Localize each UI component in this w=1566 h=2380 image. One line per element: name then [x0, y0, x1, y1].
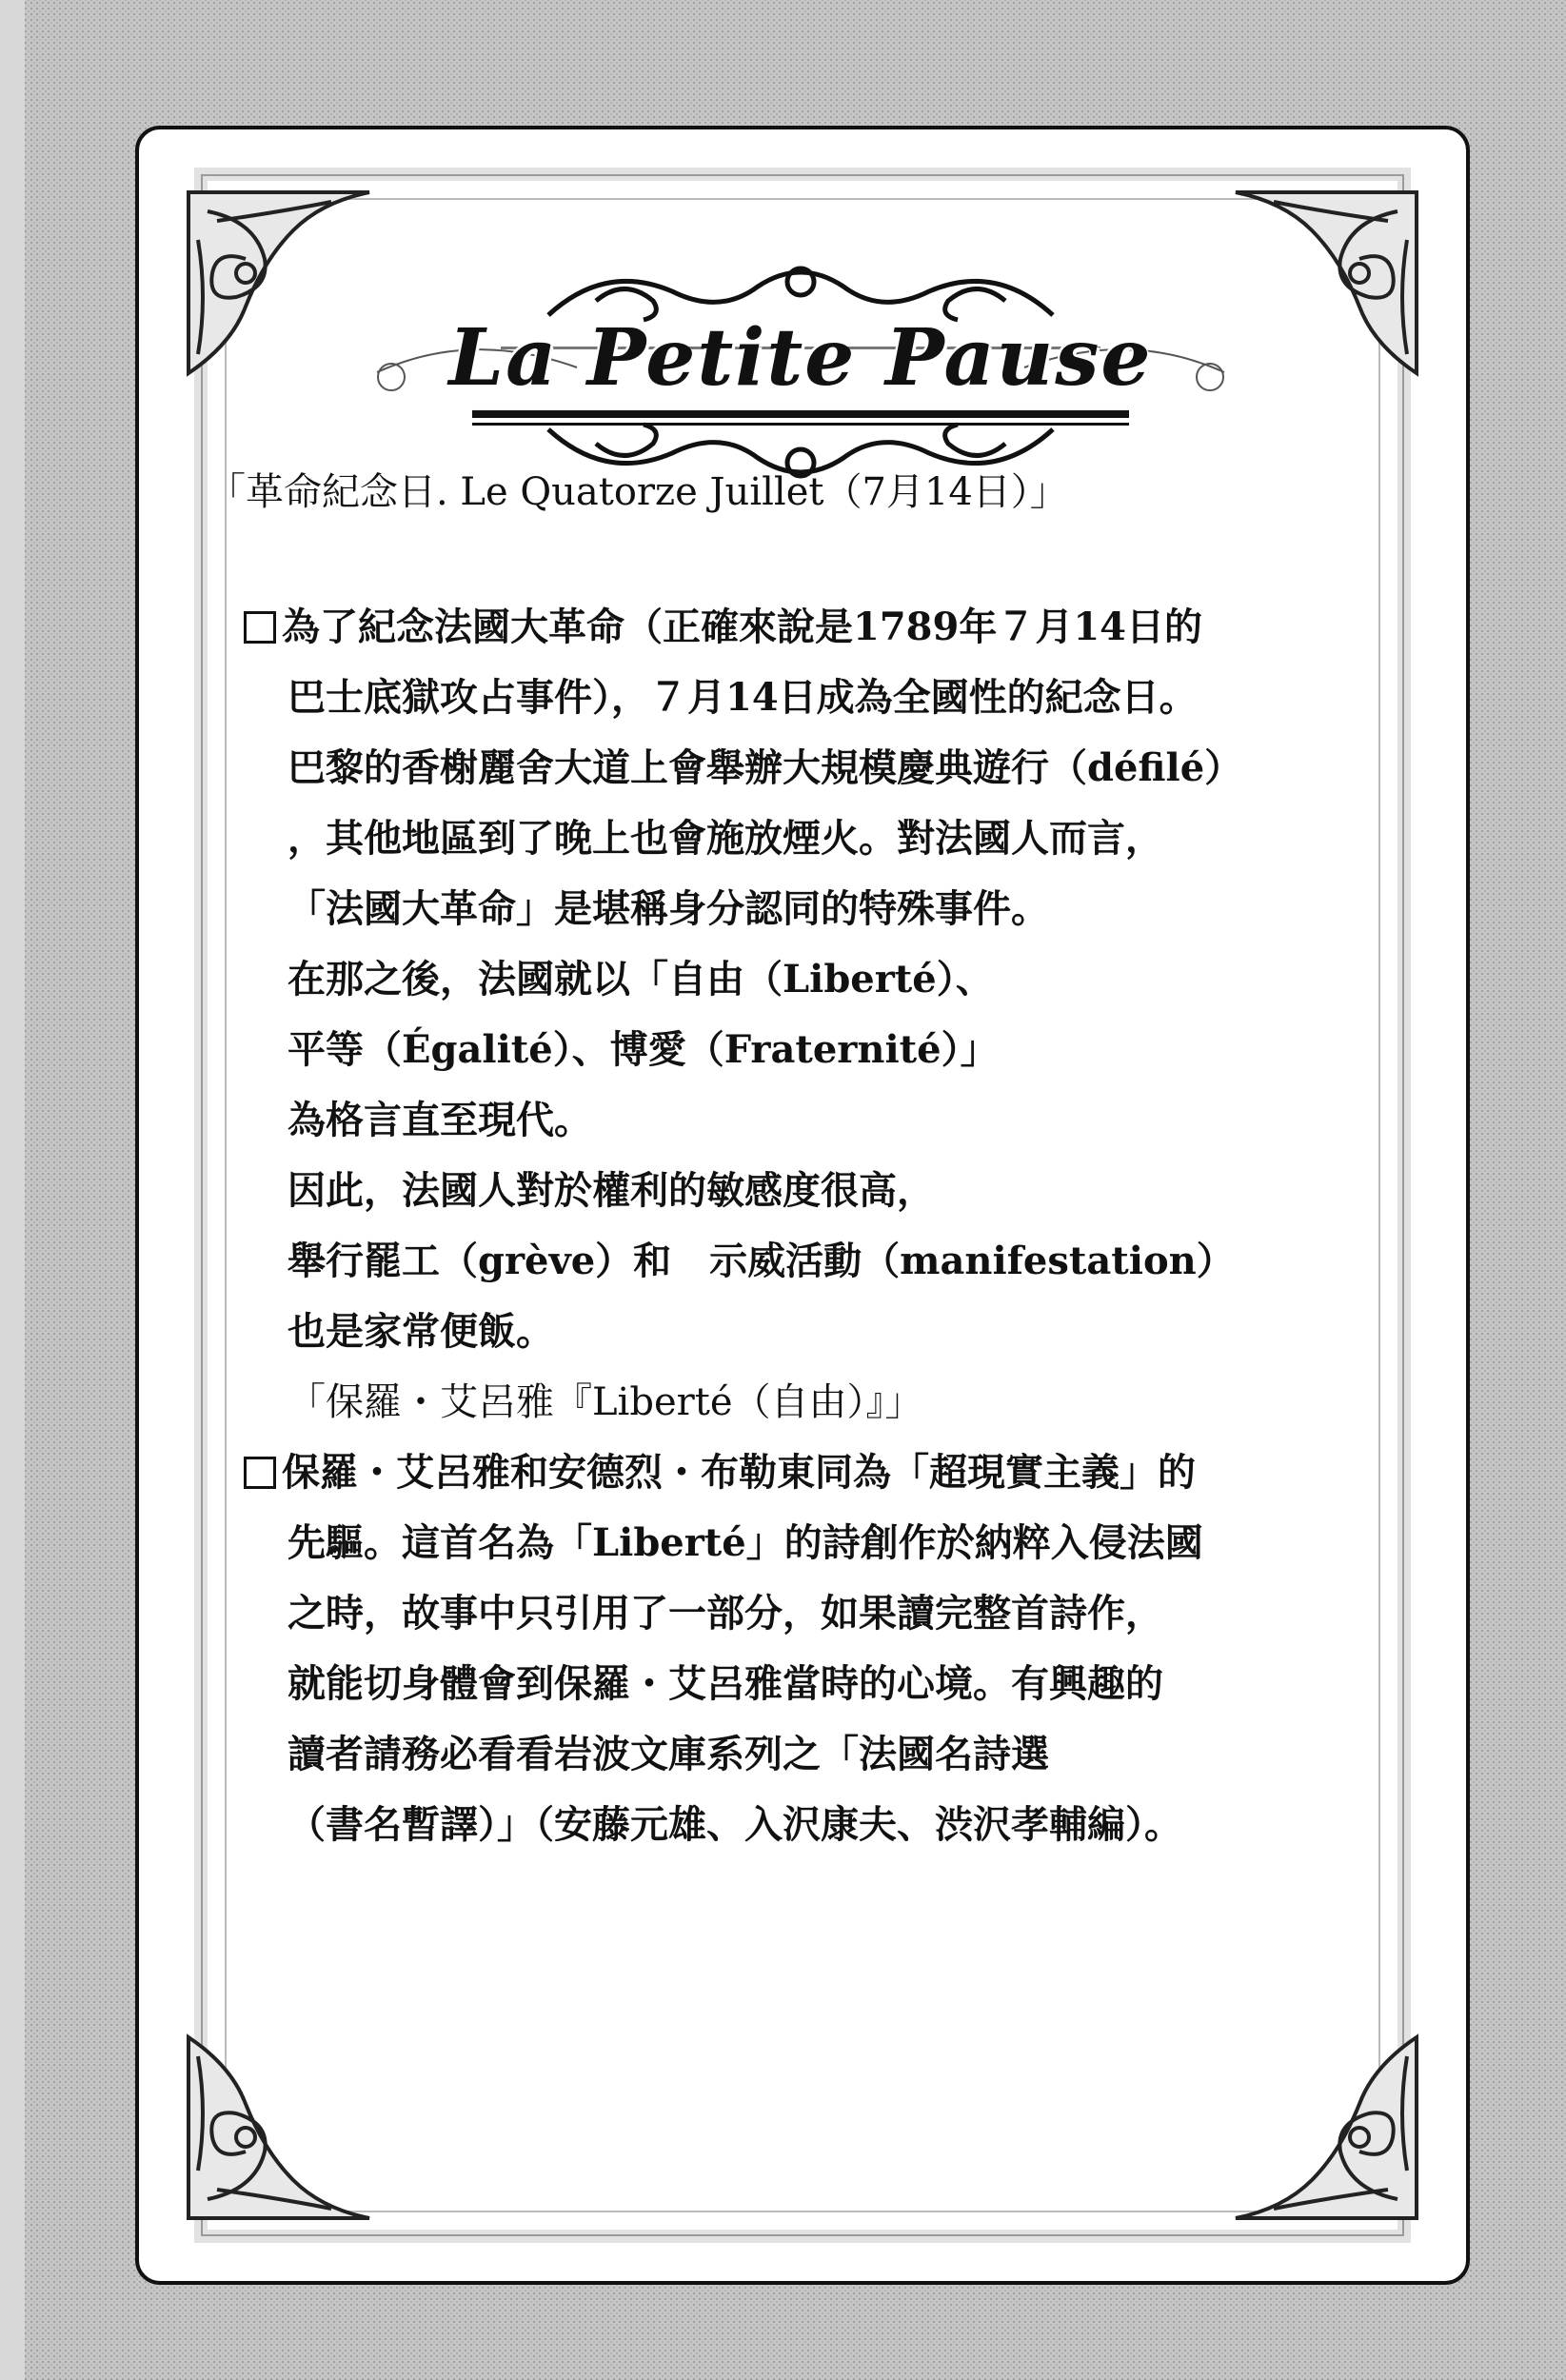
corner-ornament-top-left — [179, 183, 379, 383]
checkbox-icon — [244, 611, 276, 644]
paragraph-line: 巴黎的香榭麗舍大道上會舉辦大規模慶典遊行（défilé） — [287, 745, 1243, 790]
paragraph-line — [244, 592, 1295, 663]
paragraph-line: 在那之後，法國就以「自由（Liberté）、 — [287, 957, 994, 1002]
paragraph-line: 舉行罷工（grève）和 示威活動（manifestation） — [287, 1239, 1235, 1283]
line-text: 為了紀念法國大革命（正確來說是1789年７月14日的 — [282, 605, 1202, 649]
checkbox-icon — [244, 1457, 276, 1489]
paragraph-eluard — [95, 1438, 1295, 1860]
paragraph-line — [244, 1438, 1295, 1508]
corner-ornament-top-right — [1226, 183, 1426, 383]
paragraph-line: （書名暫譯）」（安藤元雄、入沢康夫、渋沢孝輔編）。 — [287, 1802, 1182, 1847]
corner-ornament-bottom-right — [1226, 2028, 1426, 2228]
banner-title: La Petite Pause — [448, 312, 1153, 404]
paragraph-line: 讀者請務必看看岩波文庫系列之「法國名詩選 — [287, 1732, 1049, 1776]
article-content — [95, 457, 1295, 1860]
line-text: 保羅・艾呂雅和安德烈・布勒東同為「超現實主義」的 — [282, 1450, 1196, 1495]
paragraph-line: 因此，法國人對於權利的敏感度很高， — [287, 1168, 935, 1213]
paragraph-bastille-day — [95, 592, 1295, 1367]
section-heading-bastille-day: 「革命紀念日. Le Quatorze Juillet（7月14日）」 — [208, 470, 1068, 514]
paragraph-line: 先驅。這首名為「Liberté」的詩創作於納粹入侵法國 — [287, 1520, 1203, 1565]
paragraph-line: 平等（Égalité）、博愛（Fraternité）」 — [287, 1027, 999, 1072]
corner-ornament-bottom-left — [179, 2028, 379, 2228]
section-heading-liberte: 「保羅・艾呂雅『Liberté（自由）』」 — [287, 1380, 923, 1424]
paragraph-line: 為格言直至現代。 — [287, 1098, 592, 1142]
paragraph-line: 就能切身體會到保羅・艾呂雅當時的心境。有興趣的 — [287, 1661, 1163, 1706]
paragraph-line: 也是家常便飯。 — [287, 1309, 554, 1354]
paragraph-line: 巴士底獄攻占事件），７月14日成為全國性的紀念日。 — [287, 675, 1198, 720]
paragraph-line: 「法國大革命」是堪稱身分認同的特殊事件。 — [287, 886, 1049, 931]
spacer — [95, 527, 1295, 592]
page-edge — [0, 0, 25, 2380]
paragraph-line: 之時，故事中只引用了一部分，如果讀完整首詩作， — [287, 1591, 1163, 1636]
paragraph-line: ，其他地區到了晚上也會施放煙火。對法國人而言， — [287, 816, 1163, 861]
